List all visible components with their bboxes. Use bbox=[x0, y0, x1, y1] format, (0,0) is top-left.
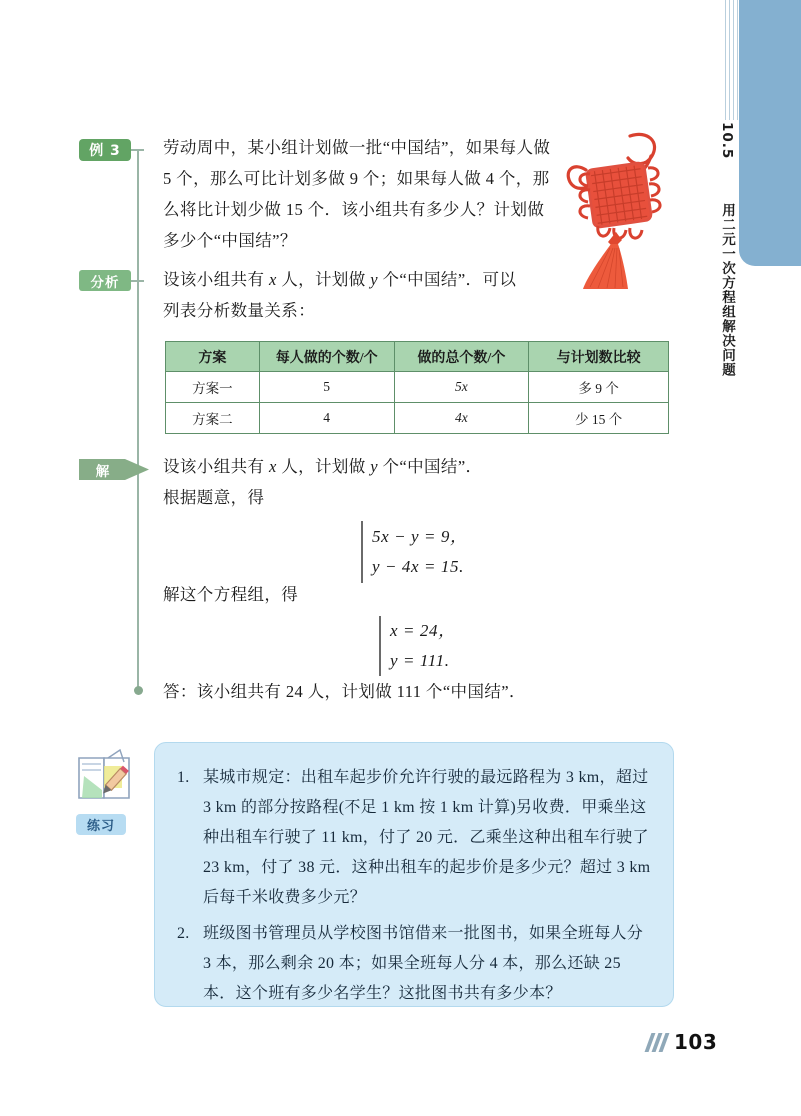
equation-line: y = 111. bbox=[390, 651, 450, 670]
solution-setup-text bbox=[163, 451, 563, 513]
table-cell-compare: 少 15 个 bbox=[529, 403, 669, 434]
table-cell-total: 4x bbox=[394, 403, 529, 434]
example-problem-text: 劳动周中，某小组计划做一批“中国结”，如果每人做 5 个，那么可比计划多做 9 个；如果每人做 4 个，那么将比计划少做 15 个．该小组共有多少人？计划做多少个“中国结”？ bbox=[163, 138, 551, 250]
chapter-tab bbox=[739, 0, 801, 266]
setup-line2: 根据题意，得 bbox=[163, 488, 265, 507]
solution-answer-text: 答：该小组共有 24 人，计划做 111 个“中国结”． bbox=[163, 682, 526, 701]
page-slash-decoration bbox=[648, 1033, 666, 1052]
example-rail-end-dot bbox=[134, 686, 143, 695]
analysis-text-b: 人，计划做 bbox=[276, 270, 371, 289]
table-cell-compare: 多 9 个 bbox=[529, 372, 669, 403]
analysis-var-y: y bbox=[370, 270, 378, 289]
chapter-number: 10.5 bbox=[719, 122, 735, 160]
chapter-title-text: 用二元一次方程组解决问题 bbox=[719, 203, 735, 378]
equation-system-original bbox=[361, 521, 468, 583]
table-cell-per-person: 5 bbox=[259, 372, 394, 403]
practice-item-text: 班级图书管理员从学校图书馆借来一批图书，如果全班每人分 3 本，那么剩余 20 本；如果全班每人分 4 本，那么还缺 25 本．这个班有多少名学生？这批图书共有多少本？ bbox=[203, 925, 644, 1002]
analysis-text-c: 个“中国结”．可以列表分析数量关系： bbox=[163, 270, 517, 320]
setup-text-b: 人，计划做 bbox=[276, 457, 371, 476]
example-rail bbox=[137, 150, 139, 691]
equation-system-result bbox=[379, 616, 456, 676]
table-cell-plan: 方案一 bbox=[166, 372, 260, 403]
analysis-var-x: x bbox=[268, 270, 277, 289]
table-cell-plan: 方案二 bbox=[166, 403, 260, 434]
equation-line: x = 24， bbox=[390, 621, 456, 640]
analysis-text bbox=[163, 264, 533, 326]
table-row bbox=[166, 372, 669, 403]
list-item bbox=[177, 763, 651, 913]
plan-analysis-table bbox=[165, 341, 669, 434]
table-cell-total: 5x bbox=[394, 372, 529, 403]
practice-item-marker: 1. bbox=[177, 769, 190, 786]
table-row bbox=[166, 403, 669, 434]
analysis-text-a: 设该小组共有 bbox=[163, 270, 269, 289]
solution-tag-label: 解 bbox=[95, 463, 111, 480]
equation-line: 5x − y = 9， bbox=[372, 527, 468, 546]
setup-var-x: x bbox=[268, 457, 277, 476]
chinese-knot-illustration bbox=[556, 128, 682, 290]
page-number: 103 bbox=[674, 1030, 718, 1054]
table-header-per-person: 每人做的个数/个 bbox=[259, 342, 394, 372]
analysis-rail-tick bbox=[131, 280, 144, 282]
practice-item-text: 某城市规定：出租车起步价允许行驶的最远路程为 3 km，超过 3 km 的部分按路程(不足 1 km 按 1 km 计算)另收费．甲乘坐这种出租车行驶了 11 km，付了 20 元．乙乘坐这种出租车行驶了 23 km，付了 38 元．这种出租车的起步价是多少元？超过 3 km 后每千米收费多少元？ bbox=[203, 769, 651, 906]
page-footer bbox=[648, 1030, 717, 1054]
practice-item-marker: 2. bbox=[177, 925, 190, 942]
example-tag: 例 3 bbox=[79, 139, 131, 161]
practice-exercise-box bbox=[154, 742, 674, 1007]
brace-left bbox=[379, 616, 381, 676]
setup-text-c: 个“中国结”． bbox=[377, 457, 483, 476]
table-header-compare: 与计划数比较 bbox=[529, 342, 669, 372]
example-rail-tick bbox=[131, 149, 144, 151]
solution-tag-arrow-shape bbox=[79, 457, 149, 482]
solution-tag bbox=[79, 457, 149, 482]
table-cell-per-person: 4 bbox=[259, 403, 394, 434]
equation-line: y − 4x = 15. bbox=[372, 557, 464, 576]
list-item bbox=[177, 919, 651, 1009]
chapter-title bbox=[709, 122, 739, 378]
practice-tag: 练习 bbox=[76, 814, 126, 835]
notebook-pencil-icon bbox=[74, 746, 136, 808]
table-header-plan: 方案 bbox=[166, 342, 260, 372]
table-header-row bbox=[166, 342, 669, 372]
setup-text-a: 设该小组共有 bbox=[163, 457, 269, 476]
solve-instruction-text: 解这个方程组，得 bbox=[163, 585, 299, 604]
practice-list bbox=[155, 743, 673, 1009]
setup-var-y: y bbox=[370, 457, 378, 476]
table-header-total: 做的总个数/个 bbox=[394, 342, 529, 372]
chapter-rule-decoration bbox=[725, 0, 739, 120]
analysis-tag: 分析 bbox=[79, 270, 131, 291]
brace-left bbox=[361, 521, 363, 583]
